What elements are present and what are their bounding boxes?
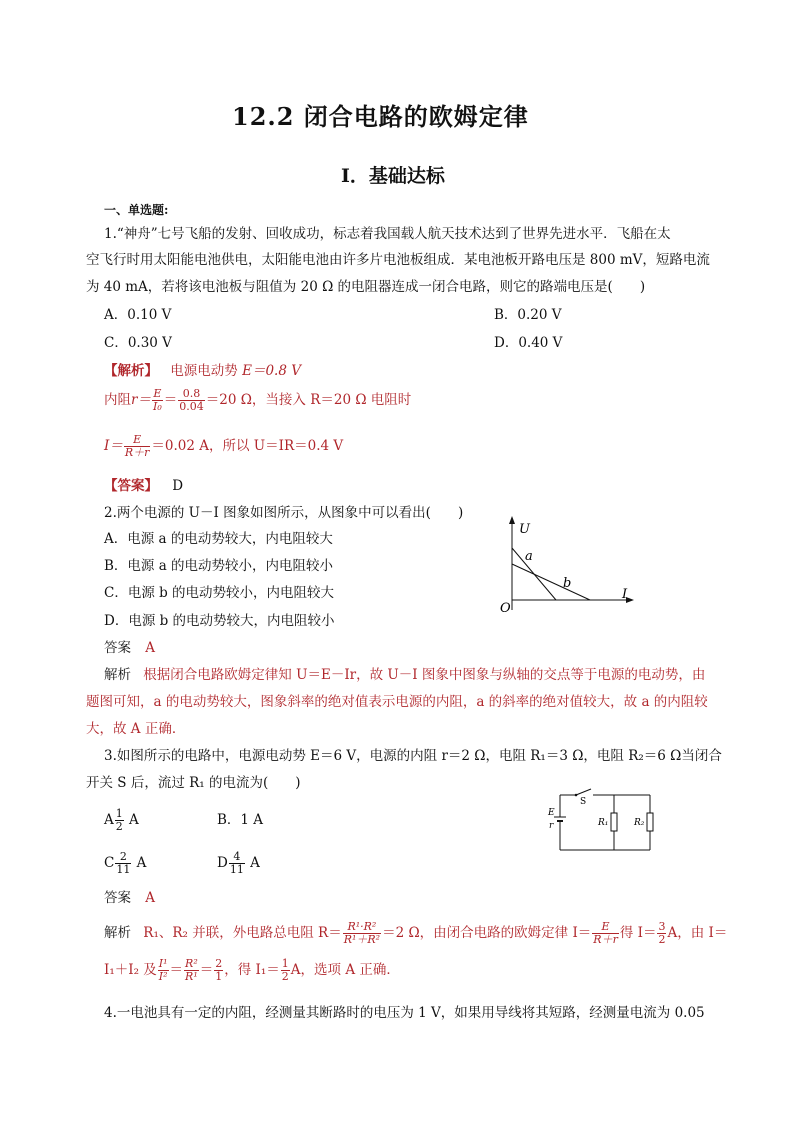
fraction [184,958,199,983]
q1-answer [104,474,183,498]
fraction-numerator: E [124,434,151,447]
q2-analysis-line1 [104,663,705,687]
q2-analysis-line2: 题图可知，a 的电动势较大，图象斜率的绝对值表示电源的内阻，a 的斜率的绝对值较大，故 a 的内阻较 [86,694,708,710]
q3-analysis-line1 [104,921,727,946]
fraction-denominator: 11 [116,863,131,876]
level-heading: Ⅰ．基础达标 [341,165,445,187]
q4-line1: 4.一电池具有一定的内阻，经测量其断路时的电压为 1 V，如果用导线将其短路，经测量电流为 0.05 [104,1005,705,1021]
analysis-text: 根据闭合电路欧姆定律知 U＝E－Ir，故 U－I 图象中图象与纵轴的交点等于电源的电动势，由 [143,667,706,683]
option-letter: D [217,855,228,871]
fraction-denominator: R＋r [593,933,618,946]
ui-graph [492,512,638,620]
answer-value: D [172,478,184,494]
label-switch: S [580,797,587,807]
fraction-denominator: 11 [229,863,244,876]
analysis-part: 得 I＝ [619,925,657,941]
fraction-numerator: 0.8 [178,388,205,401]
label-r: r [549,821,554,831]
variable-i: I＝ [104,438,123,454]
q1-option-c: C．0.30 V [104,335,172,351]
fraction [657,921,666,946]
q1-option-b: B．0.20 V [494,307,562,323]
resistor-r2 [647,813,653,831]
analysis-part: R₁、R₂ 并联，外电路总电阻 R＝ [143,925,342,941]
fraction-numerator: R¹·R² [343,921,381,934]
analysis-part: I₁＋I₂ 及 [104,962,157,978]
fraction-numerator: 1 [281,957,289,970]
fraction-denominator: 1 [215,970,223,983]
q3-answer [104,886,155,910]
analysis-part: ＝2 Ω，由闭合电路的欧姆定律 I＝ [382,925,592,941]
variable-r: r＝ [131,392,151,408]
fraction-denominator: 2 [658,933,666,946]
x-axis-arrow [626,597,634,603]
analysis-part: ，得 I₁＝ [224,962,280,978]
analysis-label: 解析 [104,667,131,683]
page-title: 12.2 闭合电路的欧姆定律 [232,102,529,131]
fraction-numerator: 4 [229,851,245,864]
q3-option-c [104,851,146,876]
q2-option-c: C．电源 b 的电动势较小，内电阻较大 [104,585,335,601]
option-unit: A [136,855,147,871]
analysis-part: ＝ [199,962,214,978]
fraction [214,958,223,983]
q2-answer [104,636,155,660]
switch-blade [576,789,591,795]
q3-line1: 3.如图所示的电路中，电源电动势 E＝6 V，电源的内阻 r＝2 Ω，电阻 R₁＝3 Ω，电阻 R₂＝6 Ω当闭合 [104,748,722,764]
graph-label-a: a [525,549,533,564]
q1-analysis-line2 [104,388,411,413]
fraction-numerator: 1 [115,807,123,820]
fraction [115,808,124,833]
q3-option-a [104,808,139,833]
fraction-numerator: E [153,387,162,400]
fraction [158,958,169,983]
fraction [343,921,381,946]
q1-option-a: A．0.10 V [104,307,172,323]
answer-tag: 【答案】 [104,478,158,494]
fraction [281,958,290,983]
fraction-numerator: 3 [658,920,666,933]
analysis-value: E＝0.8 V [242,363,301,379]
q1-line3: 为 40 mA，若将该电池板与阻值为 20 Ω 的电阻器连成一闭合电路，则它的路端电压是( ) [86,279,646,295]
answer-value: A [145,640,156,656]
label-r1: R₁ [598,818,609,828]
resistor-r1 [611,813,617,831]
fraction-denominator: 0.04 [179,400,204,413]
fraction-denominator: R¹ [185,970,198,983]
section-heading: 一、单选题: [104,203,169,217]
q3-line2: 开关 S 后，流过 R₁ 的电流为( ) [86,775,301,791]
switch-pivot [575,794,578,797]
analysis-text: 电源电动势 [170,363,238,379]
analysis-part: A，由 I＝ [667,925,728,941]
q1-option-d: D．0.40 V [494,335,563,351]
graph-origin-label: O [500,601,511,616]
graph-x-label: I [622,587,628,602]
fraction-numerator: I¹ [158,957,168,970]
fraction-numerator: E [592,921,619,934]
graph-y-label: U [519,522,530,537]
analysis-part: ＝ [169,962,184,978]
fraction [152,388,163,413]
analysis-prefix: 内阻 [104,392,131,408]
circuit-diagram [546,788,666,854]
analysis-part: A，选项 A 正确． [290,962,400,978]
fraction [178,388,205,413]
answer-label: 答案 [104,890,131,906]
analysis-label: 解析 [104,925,131,941]
q3-option-d [217,851,260,876]
fraction [115,851,131,876]
fraction [124,434,151,459]
fraction-numerator: 2 [115,851,131,864]
q2-option-d: D．电源 b 的电动势较大，内电阻较小 [104,613,335,629]
q2-option-a: A．电源 a 的电动势较大，内电阻较大 [104,531,333,547]
q1-analysis-line1 [104,359,301,383]
fraction-denominator: R＋r [124,446,150,459]
q2-analysis-line3: 大，故 A 正确． [86,721,186,737]
equals: ＝ [163,392,178,408]
answer-value: A [145,890,156,906]
q1-line1: 1.“神舟”七号飞船的发射、回收成功，标志着我国载人航天技术达到了世界先进水平．飞船在太 [104,226,671,242]
option-letter: A [104,812,114,828]
y-axis-arrow [509,516,515,524]
fraction-denominator: I₀ [152,400,162,413]
q1-analysis-line3 [104,434,343,459]
q3-option-b: B．1 A [217,812,264,828]
graph-label-b: b [563,576,572,591]
fraction-denominator: R¹＋R² [343,933,381,946]
analysis-rest: ＝0.02 A，所以 U＝IR＝0.4 V [151,438,344,454]
fraction [592,921,619,946]
analysis-tag: 【解析】 [104,363,158,379]
fraction-numerator: 2 [215,957,223,970]
q1-line2: 空飞行时用太阳能电池供电，太阳能电池由许多片电池板组成．某电池板开路电压是 800 mV，短路电流 [86,252,710,268]
fraction-denominator: 2 [281,970,289,983]
option-unit: A [129,812,139,828]
option-unit: A [250,855,260,871]
fraction-denominator: 2 [115,820,123,833]
fraction-denominator: I² [158,970,168,983]
option-letter: C [104,855,115,871]
q2-stem: 2.两个电源的 U－I 图象如图所示，从图象中可以看出( ) [104,505,464,521]
label-e: E [548,808,555,818]
analysis-rest: ＝20 Ω，当接入 R＝20 Ω 电阻时 [205,392,412,408]
q2-option-b: B．电源 a 的电动势较小，内电阻较小 [104,558,334,574]
label-r2: R₂ [634,818,645,828]
fraction [229,851,245,876]
q3-analysis-line2 [104,958,400,983]
fraction-numerator: R² [185,957,198,970]
answer-label: 答案 [104,640,131,656]
